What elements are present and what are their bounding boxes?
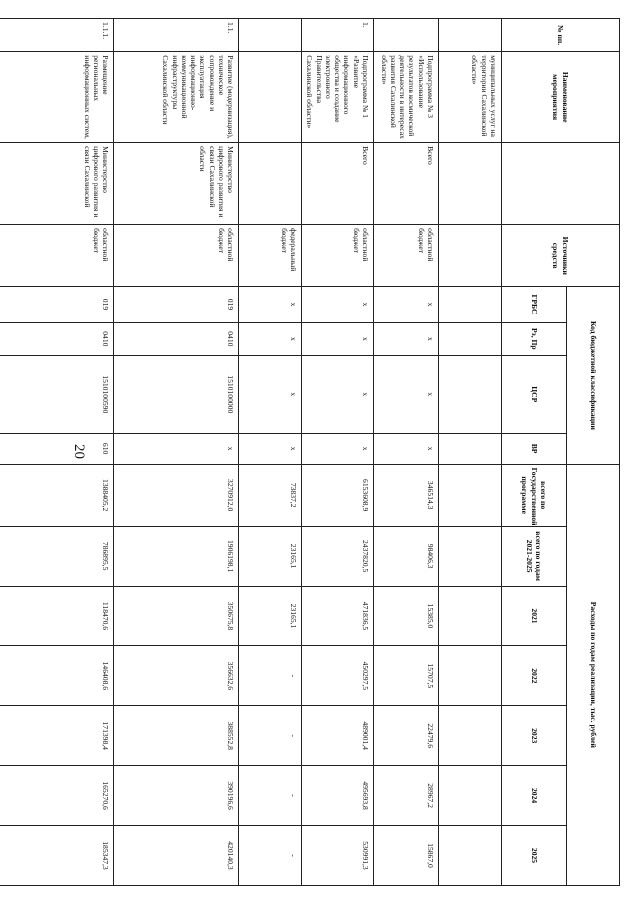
- header-responsible: [502, 143, 620, 225]
- cell-2021: 118470,6: [0, 586, 114, 646]
- header-csr: ЦСР: [502, 355, 567, 433]
- cell-total-program: [439, 464, 502, 526]
- cell-vr: х: [239, 433, 302, 464]
- cell-name: [239, 52, 302, 143]
- cell-2021: 350675,8: [114, 586, 239, 646]
- cell-2021: [439, 586, 502, 646]
- header-expenses: Расходы по годам реализации, тыс. рублей: [567, 464, 620, 885]
- header-2024: 2024: [502, 766, 567, 826]
- cell-2025: 530991,3: [302, 826, 374, 886]
- cell-vr: х: [302, 433, 374, 464]
- cell-total-years: 786895,5: [0, 526, 114, 586]
- cell-2022: -: [239, 646, 302, 706]
- cell-vr: [439, 433, 502, 464]
- cell-responsible: [239, 143, 302, 225]
- table-row: [239, 19, 302, 886]
- cell-2021: 23165,1: [239, 586, 302, 646]
- cell-2024: 28967,2: [374, 766, 439, 826]
- cell-grbs: 019: [114, 287, 239, 322]
- cell-2025: 15867,0: [374, 826, 439, 886]
- cell-responsible: Всего: [302, 143, 374, 225]
- cell-rzpr: х: [374, 322, 439, 355]
- header-row-1: [567, 19, 620, 886]
- cell-responsible: Министерство цифрового развития и связи Сахалинской: [0, 143, 114, 225]
- cell-rzpr: [439, 322, 502, 355]
- cell-2023: 388552,8: [114, 706, 239, 766]
- cell-source: областной бюджет: [374, 225, 439, 287]
- cell-vr: х: [374, 433, 439, 464]
- cell-source: областной бюджет: [114, 225, 239, 287]
- cell-num: [239, 19, 302, 52]
- header-grbs: ГРБС: [502, 287, 567, 322]
- table-row: [374, 19, 439, 886]
- header-budget-code: Код бюджетной классификации: [567, 287, 620, 464]
- cell-csr: 1510100000: [114, 355, 239, 433]
- cell-name: Подпрограмма № 3 «Использование результатов космической деятельности в интересах развития Сахалинской области»: [374, 52, 439, 143]
- cell-total-program: 346514,3: [374, 464, 439, 526]
- cell-name: Подпрограмма № 1 «Развитие информационного общества и создание электронного Правительства Сахалинской области»: [302, 52, 374, 143]
- expenses-table-container: [82, 18, 620, 886]
- cell-2025: 185347,3: [0, 826, 114, 886]
- cell-total-years: [439, 526, 502, 586]
- cell-num: 1.: [302, 19, 374, 52]
- cell-2024: -: [239, 766, 302, 826]
- cell-vr: 610: [0, 433, 114, 464]
- page-number-text: 20: [70, 443, 87, 459]
- expenses-table: [0, 18, 620, 886]
- cell-total-program: 6153608,9: [302, 464, 374, 526]
- header-total-program: всего по Государственной программе: [502, 464, 567, 526]
- cell-2022: 146408,6: [0, 646, 114, 706]
- cell-csr: [439, 355, 502, 433]
- cell-responsible: Министерство цифрового развития и связи Сахалинской области: [114, 143, 239, 225]
- cell-grbs: х: [302, 287, 374, 322]
- cell-grbs: 019: [0, 287, 114, 322]
- cell-total-program: 1388405,2: [0, 464, 114, 526]
- cell-rzpr: 0410: [0, 322, 114, 355]
- cell-grbs: х: [239, 287, 302, 322]
- cell-name: Размещение региональных информационных систем,: [0, 52, 114, 143]
- cell-vr: х: [114, 433, 239, 464]
- cell-num: [439, 19, 502, 52]
- cell-total-years: 2437820,5: [302, 526, 374, 586]
- rotated-table-area: [82, 18, 620, 886]
- table-row: [302, 19, 374, 886]
- header-num: № пп.: [502, 19, 620, 52]
- cell-2025: [439, 826, 502, 886]
- cell-num: [374, 19, 439, 52]
- cell-2022: 15707,5: [374, 646, 439, 706]
- cell-2022: 356632,6: [114, 646, 239, 706]
- cell-total-years: 1906198,1: [114, 526, 239, 586]
- cell-2021: 15385,0: [374, 586, 439, 646]
- cell-csr: х: [302, 355, 374, 433]
- header-2025: 2025: [502, 826, 567, 886]
- cell-2022: 450297,5: [302, 646, 374, 706]
- cell-name: Развитие (модернизация), техническое сопровождение и эксплуатация информационно-коммуникационной инфраструктуры Сахалинской области: [114, 52, 239, 143]
- cell-csr: х: [239, 355, 302, 433]
- cell-2024: [439, 766, 502, 826]
- table-row: [439, 19, 502, 886]
- cell-total-years: 23165,1: [239, 526, 302, 586]
- cell-2021: 471836,5: [302, 586, 374, 646]
- cell-2022: [439, 646, 502, 706]
- cell-source: федеральный бюджет: [239, 225, 302, 287]
- cell-grbs: х: [374, 287, 439, 322]
- cell-csr: х: [374, 355, 439, 433]
- cell-2023: 171398,4: [0, 706, 114, 766]
- cell-2023: 22479,6: [374, 706, 439, 766]
- cell-name: муниципальных услуг на территории Сахалинской области»: [439, 52, 502, 143]
- header-total-years: всего по годам 2021-2025: [502, 526, 567, 586]
- cell-2025: 420140,3: [114, 826, 239, 886]
- cell-source: областной бюджет: [0, 225, 114, 287]
- header-rzpr: Рз, Пр: [502, 322, 567, 355]
- header-vr: ВР: [502, 433, 567, 464]
- cell-total-program: 73837,2: [239, 464, 302, 526]
- cell-2023: -: [239, 706, 302, 766]
- header-name: Наименование мероприятия: [502, 52, 620, 143]
- cell-responsible: [439, 143, 502, 225]
- cell-total-program: 3270912,0: [114, 464, 239, 526]
- cell-2025: -: [239, 826, 302, 886]
- header-sources: Источники средств: [502, 225, 620, 287]
- cell-responsible: Всего: [374, 143, 439, 225]
- table-row: [0, 19, 114, 886]
- cell-2023: 489001,4: [302, 706, 374, 766]
- cell-grbs: [439, 287, 502, 322]
- table-row: [114, 19, 239, 886]
- cell-rzpr: х: [302, 322, 374, 355]
- cell-source: [439, 225, 502, 287]
- cell-2024: 165270,6: [0, 766, 114, 826]
- cell-2024: 495693,8: [302, 766, 374, 826]
- cell-csr: 1510100590: [0, 355, 114, 433]
- header-2021: 2021: [502, 586, 567, 646]
- cell-total-years: 98406,3: [374, 526, 439, 586]
- cell-source: областной бюджет: [302, 225, 374, 287]
- cell-2024: 390196,6: [114, 766, 239, 826]
- cell-num: 1.1.1.: [0, 19, 114, 52]
- cell-rzpr: 0410: [114, 322, 239, 355]
- cell-2023: [439, 706, 502, 766]
- header-2023: 2023: [502, 706, 567, 766]
- cell-rzpr: х: [239, 322, 302, 355]
- header-2022: 2022: [502, 646, 567, 706]
- cell-num: 1.1.: [114, 19, 239, 52]
